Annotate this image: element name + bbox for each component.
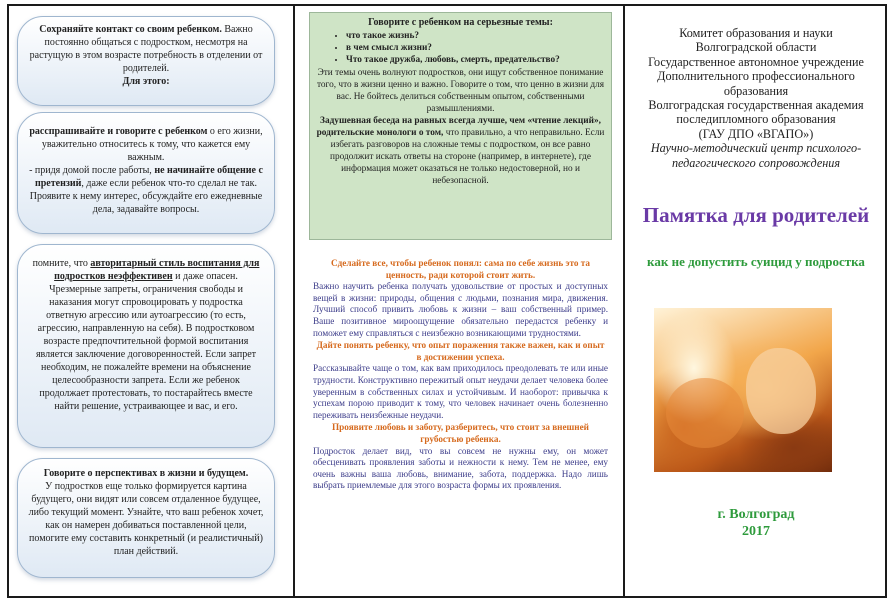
org-line: последипломного образования [676,112,836,127]
contact-bubble [17,16,275,106]
bubble-text: У подростков еще только формируется картина будущего, они видят или совсем отдаленное будущее, либо текущий момент. Узнайте, что ваш ребенок хочет, как он намерен добиваться поставленной цели, помогите ему составить конкретный (и реалистичный) план действий. [28,481,264,557]
serious-topics-box [309,12,612,240]
org-line: Дополнительного профессионального [657,69,855,84]
bubble-text: о его жизни, уважительно относитесь к тому, что кажется ему важным. [41,126,263,163]
bubble-text: Проявите к нему интерес, обсуждайте его ежедневные дела, задавайте вопросы. [29,191,263,215]
bubble-text: и даже опасен. Чрезмерные запреты, ограничения свободы и наказания могут спровоцировать у подростка ответную агрессию или аутоагрессию (то есть, агрессию, направленную на себя). В подростковом возрасте предпочтительной формой воспитания является заключение договоренностей. Если запрет необходим, не пожалейте времени на объяснение целесообразности запрета. Если же ребенок продолжает протестовать, то постарайтесь вместе найти решение, устраивающее и вас, и его. [35,271,257,412]
advice-heading: Проявите любовь и заботу, разберитесь, что стоит за внешней грубостью ребенка. [332,422,589,444]
topics-list [316,30,605,66]
bubble-footer: Для этого: [122,76,170,87]
advice-text: Важно научить ребенка получать удовольствие от простых и доступных вещей в жизни: природы, общения с людьми, познания мира, движения. Лучший способ привить любовь к жизни – ваш собственный пример. Ваше позитивное мироощущение обязательно передастся ребенку и поможет ему справляться с неизбежно возникающими трудностями. [313,281,608,338]
bubble-text: помните, что [32,258,88,269]
org-line: образования [723,83,789,98]
org-line: Волгоградской области [695,40,817,55]
center-name: Научно-методический центр психолого-педагогического сопровождения [650,141,862,170]
org-line: Волгоградская государственная академия [648,98,864,113]
child-face-shape [666,378,744,448]
list-item: • что такое жизнь? [346,30,605,42]
bubble-bold: не начинайте общение с претензий [34,165,263,189]
bubble-heading: Говорите о перспективах в жизни и будущем. [43,468,249,479]
box-title: Говорите с ребенком на серьезные темы: [368,17,553,28]
advice-heading: Дайте понять ребенку, что опыт поражения также важен, как и опыт в достижении успеха. [316,340,605,362]
box-paragraph: что правильно, а что неправильно. Если избегать разговоров на сложные темы с подростком, он все равно продолжит искать ответы на стороне (например, в интернете), где информация может оказаться не только недостоверной, но и небезопасной. [330,128,605,186]
organization-block [635,26,877,170]
style-bubble [17,244,275,448]
page-subtitle: как не допустить суицид у подростка [647,254,865,269]
bubble-lead: расспрашивайте и говорите с ребенком [29,126,208,137]
box-paragraph: Эти темы очень волнуют подростков, они ищут собственное понимание того, что в жизни ценно и важно. Говорите о том, что ценно в жизни для вас. Не бойтесь делиться собственным опытом, собственными размышлениями. [316,68,605,114]
org-line: (ГАУ ДПО «ВГАПО») [698,126,814,141]
bubble-text: - придя домой после работы, [29,165,152,176]
list-item: • в чем смысл жизни? [346,42,605,54]
box-bold: Задушевная беседа на равных всегда лучше, чем «чтение лекций», родительские монологи о том, [316,116,601,138]
city-year-block [635,506,877,540]
advice-heading: Сделайте все, чтобы ребенок понял: сама по себе жизнь это та ценность, ради которой стоит жить. [330,258,591,280]
future-bubble [17,458,275,578]
advice-text: Рассказывайте чаще о том, как вам приходилось преодолевать те или иные трудности. Конструктивно пережитый опыт неудачи делает человека более уверенным в собственных силах и устойчивым. И наоборот: привычка к успехам порою приводит к тому, что человек начинает очень болезненно переживать неизбежные неудачи. [313,363,608,420]
org-line: Государственное автономное учреждение [648,54,864,69]
ask-bubble [17,112,275,234]
page-title: Памятка для родителей [642,203,870,227]
city-label: г. Волгоград [717,507,795,522]
bubble-text: , даже если ребенок что-то сделал не так. [81,178,258,189]
bubble-bold: авторитарный стиль воспитания для подростков неэффективен [54,258,260,282]
list-item: • Что такое дружба, любовь, смерть, предательство? [346,54,605,66]
advice-text: Подросток делает вид, что вы совсем не нужны ему, он может обесценивать проявления заботы и нежности к нему. Тем не менее, ему очень важны ваша любовь, внимание, забота, поддержка. Надо лишь выбрать приемлемые для этого возраста формы их проявления. [313,445,608,491]
cover-photo [654,308,832,472]
bubble-text: Важно постоянно общаться с подростком, несмотря на растущую в этом возрасте потребность в отделении от родителей. [29,24,263,74]
year-label: 2017 [742,524,770,539]
advice-section [309,248,612,588]
org-line: Комитет образования и науки [679,26,833,40]
parent-face-shape [746,348,816,434]
bubble-heading: Сохраняйте контакт со своим ребенком. [39,24,222,35]
